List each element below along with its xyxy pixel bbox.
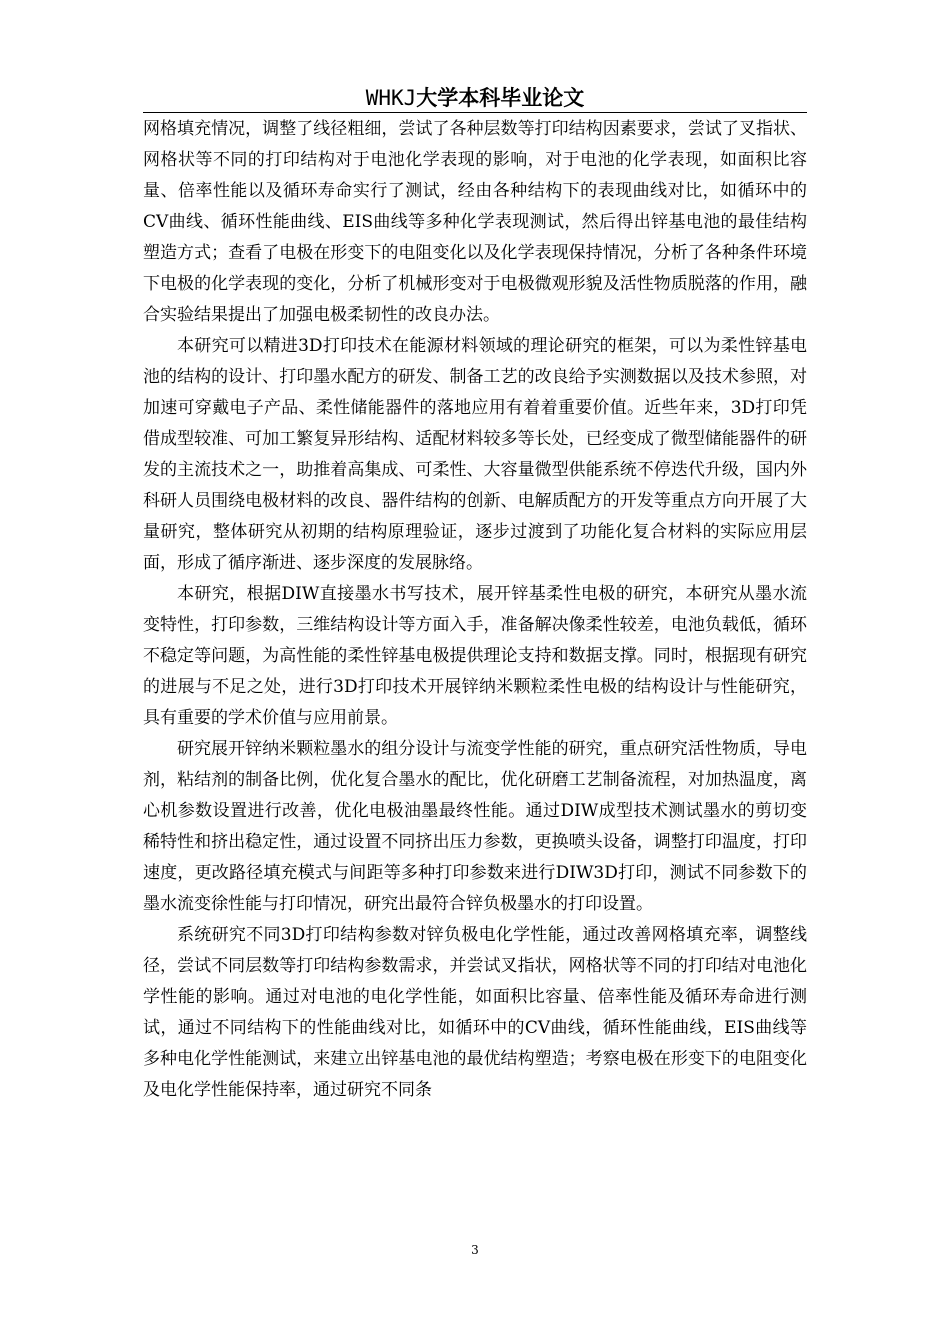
paragraph-research-approach: 本研究，根据DIW直接墨水书写技术，展开锌基柔性电极的研究，本研究从墨水流变特性，打印参数，三维结构设计等方面入手，准备解决像柔性较差，电池负载低，循环不稳定等问题，为高性能的柔性锌基电极提供理论支持和数据支撑。同时，根据现有研究的进展与不足之处，进行3D打印技术开展锌纳米颗粒柔性电极的结构设计与性能研究，具有重要的学术价值与应用前景。 xyxy=(143,584,807,728)
paragraph-ink-design: 研究展开锌纳米颗粒墨水的组分设计与流变学性能的研究，重点研究活性物质，导电剂，粘结剂的制备比例，优化复合墨水的配比，优化研磨工艺制备流程，对加热温度，离心机参数设置进行改善，优化电极油墨最终性能。通过DIW成型技术测试墨水的剪切变稀特性和挤出稳定性，通过设置不同挤出压力参数，更换喷头设备，调整打印温度，打印速度，更改路径填充模式与间距等多种打印参数来进行DIW3D打印，测试不同参数下的墨水流变徐性能与打印情况，研究出最符合锌负极墨水的打印设置。 xyxy=(143,739,807,914)
header-thesis-label: 大学本科毕业论文 xyxy=(416,86,585,110)
body-text xyxy=(143,114,807,1106)
running-header xyxy=(0,85,950,111)
paragraph-structure-parameters: 系统研究不同3D打印结构参数对锌负极电化学性能，通过改善网格填充率，调整线径，尝试不同层数等打印结构参数需求，并尝试叉指状，网格状等不同的打印结对电池化学性能的影响。通过对电池的电化学性能，如面积比容量、倍率性能及循环寿命进行测试，通过不同结构下的性能曲线对比，如循环中的CV曲线，循环性能曲线，EIS曲线等多种电化学性能测试，来建立出锌基电池的最优结构塑造；考察电极在形变下的电阻变化及电化学性能保持率，通过研究不同条 xyxy=(143,925,807,1100)
header-rule xyxy=(143,112,807,113)
paragraph-research-significance: 本研究可以精进3D打印技术在能源材料领域的理论研究的框架，可以为柔性锌基电池的结构的设计、打印墨水配方的研发、制备工艺的改良给予实测数据以及技术参照，对加速可穿戴电子产品、柔性储能器件的落地应用有着着重要价值。近些年来，3D打印凭借成型较准、可加工繁复异形结构、适配材料较多等长处，已经变成了微型储能器件的研发的主流技术之一，助推着高集成、可柔性、大容量微型供能系统不停迭代升级，国内外科研人员围绕电极材料的改良、器件结构的创新、电解质配方的开发等重点方向开展了大量研究，整体研究从初期的结构原理验证，逐步过渡到了功能化复合材料的实际应用层面，形成了循序渐进、逐步深度的发展脉络。 xyxy=(143,336,807,573)
paragraph-continuation: 网格填充情况，调整了线径粗细，尝试了各种层数等打印结构因素要求，尝试了叉指状、网格状等不同的打印结构对于电池化学表现的影响，对于电池的化学表现，如面积比容量、倍率性能以及循环寿命实行了测试，经由各种结构下的表现曲线对比，如循环中的CV曲线、循环性能曲线、EIS曲线等多种化学表现测试，然后得出锌基电池的最佳结构塑造方式；查看了电极在形变下的电阻变化以及化学表现保持情况，分析了各种条件环境下电极的化学表现的变化，分析了机械形变对于电极微观形貌及活性物质脱落的作用，融合实验结果提出了加强电极柔韧性的改良办法。 xyxy=(143,119,807,325)
header-university-code: WHKJ xyxy=(365,86,417,110)
page-number: 3 xyxy=(471,1243,479,1257)
